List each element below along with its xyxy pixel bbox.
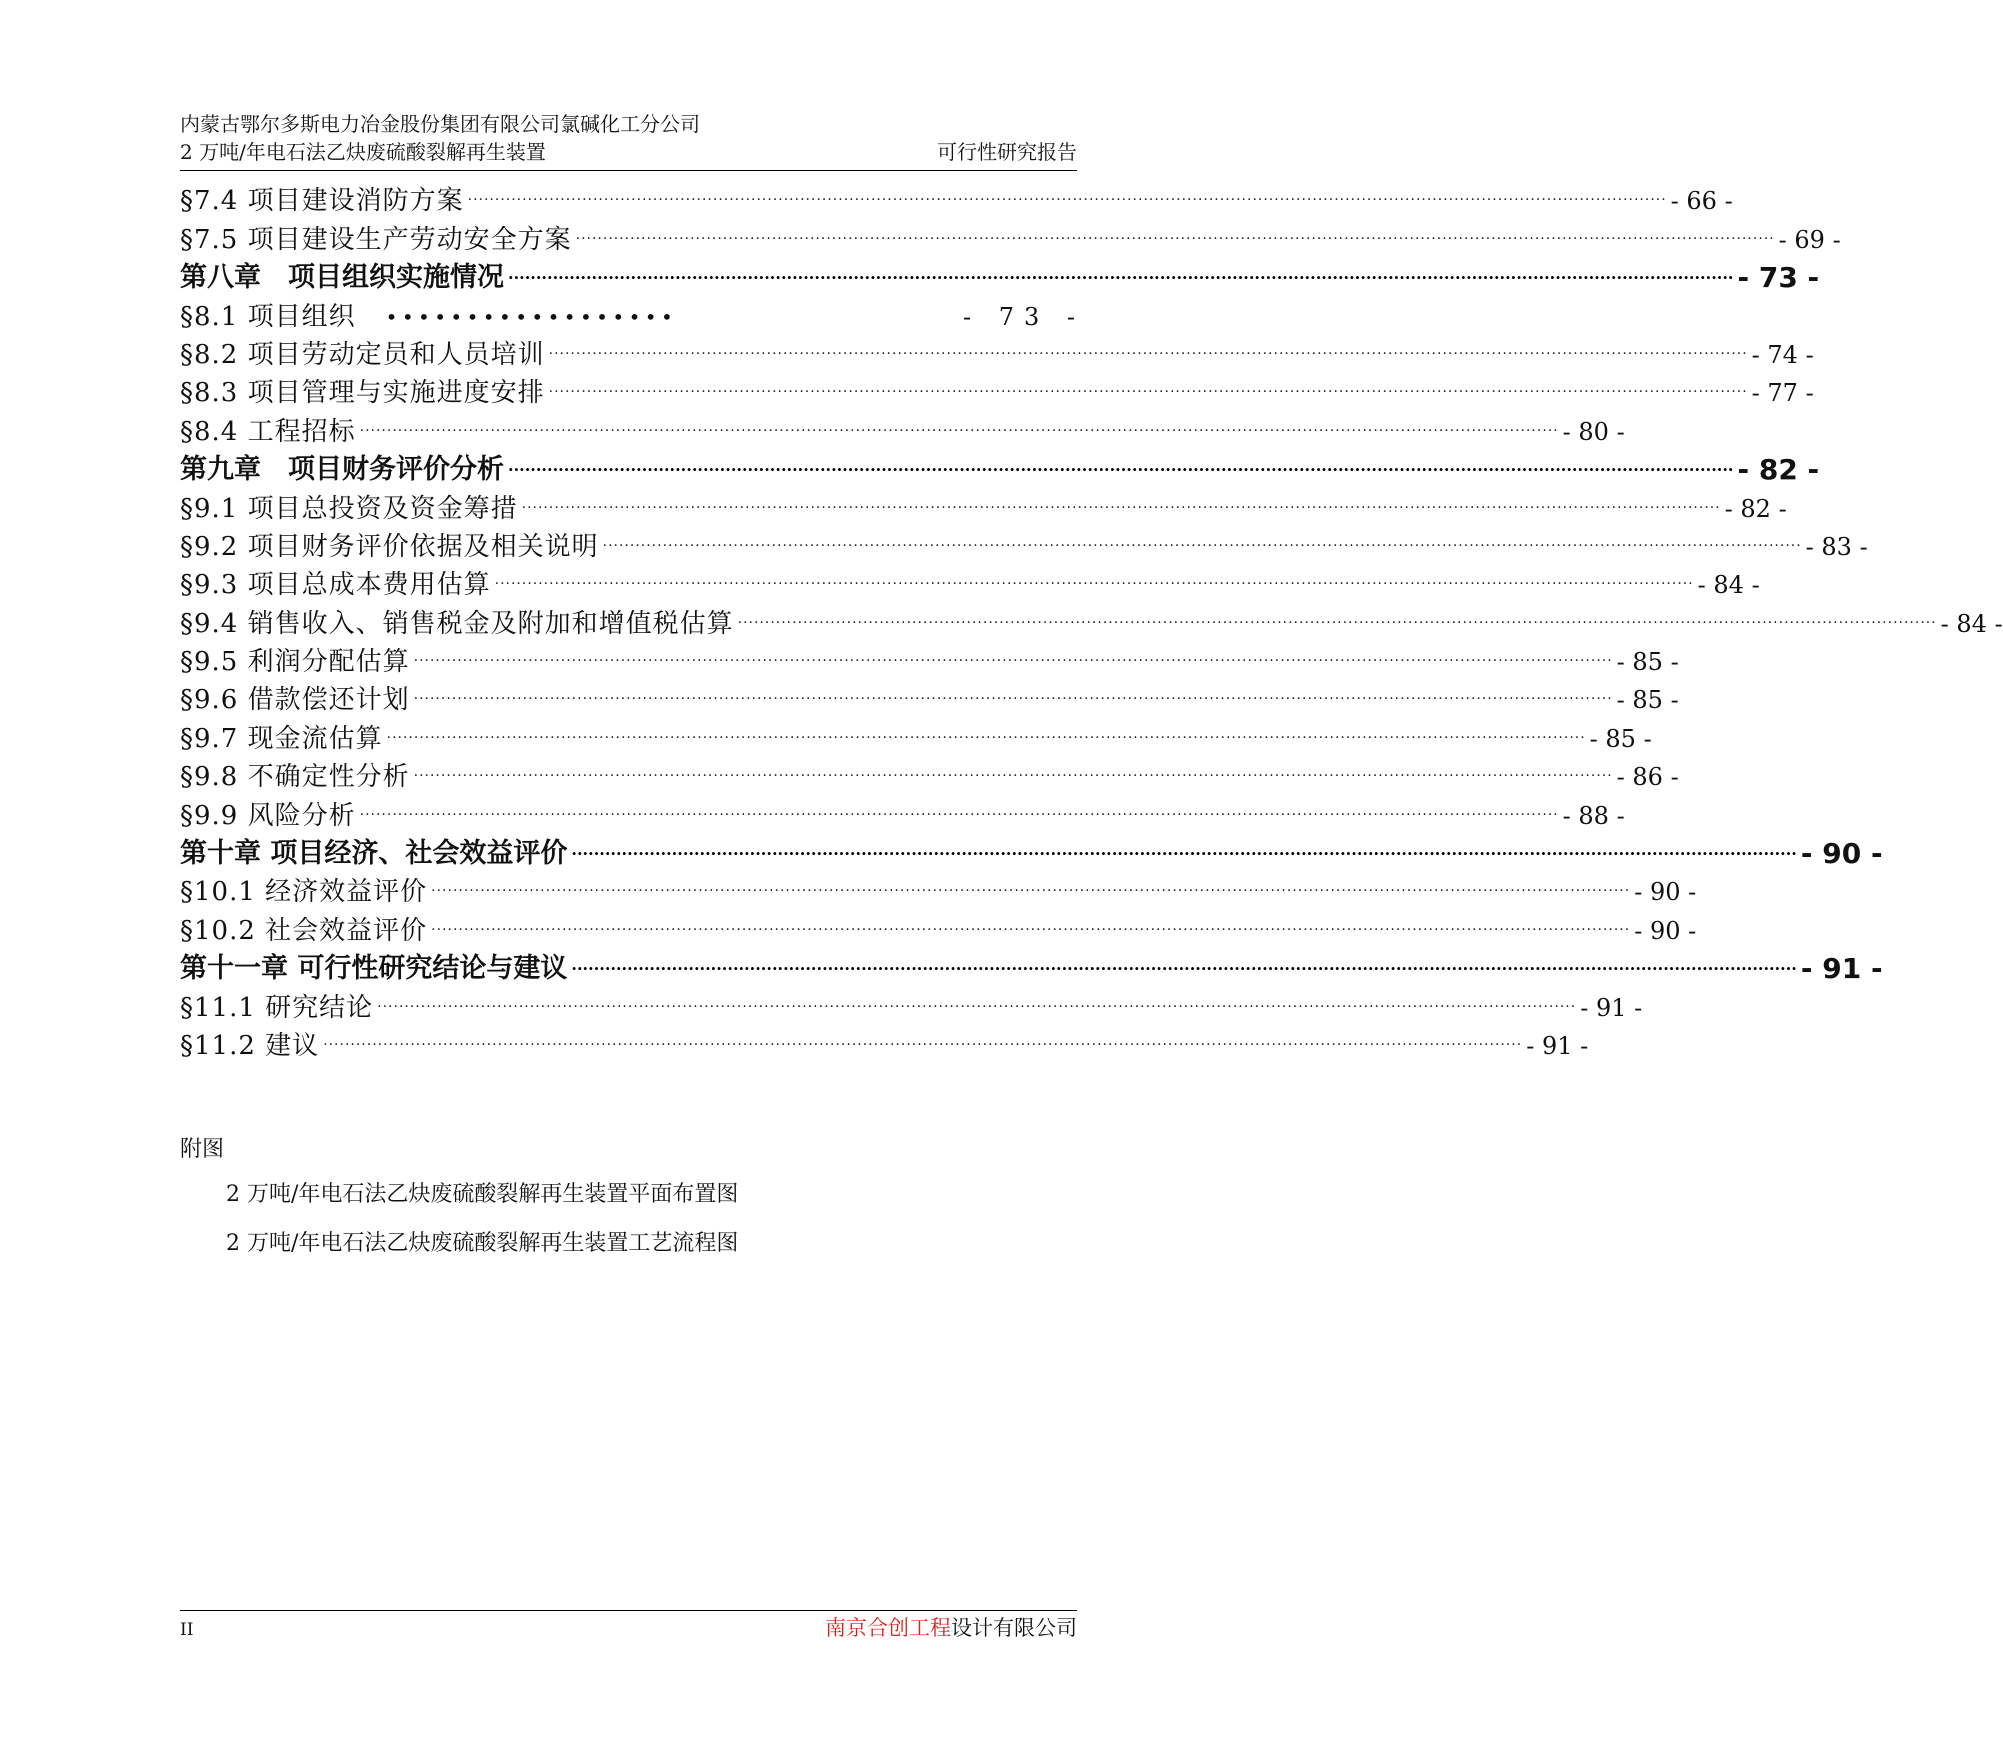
toc-entry[interactable] — [180, 1025, 1589, 1063]
toc-entry-page: - 91 - — [1526, 1031, 1589, 1060]
footer-rule — [180, 1610, 1077, 1611]
toc-leader-dots: ···························································································································································································································· — [575, 230, 1775, 247]
header-doc-type: 可行性研究报告 — [937, 140, 1077, 164]
toc-entry[interactable] — [180, 679, 1679, 717]
toc-entry-page: - 84 - — [1697, 571, 1760, 600]
toc-entry[interactable] — [180, 641, 1679, 679]
header-rule — [180, 170, 1077, 171]
toc-entry[interactable] — [180, 487, 1787, 525]
toc-entry-label: §7.5 项目建设生产劳动安全方案 — [180, 224, 572, 255]
toc-entry-label: §9.8 不确定性分析 — [180, 762, 410, 793]
toc-leader-dots: ···························································································································································································································· — [323, 1036, 1523, 1053]
toc-entry[interactable] — [180, 717, 1652, 755]
toc-entry[interactable] — [180, 986, 1643, 1024]
toc-entry[interactable] — [180, 410, 1625, 448]
toc-entry-page: - 91 - — [1580, 993, 1643, 1022]
toc-leader-dots: ···························································································································································································································· — [521, 499, 1721, 516]
toc-leader-dots: ···························································································································································································································· — [602, 537, 1802, 554]
toc-entry-label: §10.1 经济效益评价 — [180, 877, 428, 908]
toc-leader-dots: ···························································································································································································································· — [508, 460, 1734, 480]
toc-leader-dots: ···························································································································································································································· — [467, 192, 1667, 209]
toc-entry-page: - 85 - — [1616, 686, 1679, 715]
footer-company-red: 南京合创工程 — [825, 1616, 951, 1640]
table-of-contents — [180, 180, 2003, 1063]
toc-entry[interactable] — [180, 602, 2003, 640]
toc-entry-page: - 85 - — [1589, 724, 1652, 753]
toc-leader-dots: ···························································································································································································································· — [431, 921, 1631, 938]
header-project-title: 2 万吨/年电石法乙炔废硫酸裂解再生装置 — [180, 140, 546, 164]
toc-entry-label: §9.6 借款偿还计划 — [180, 685, 410, 716]
footer-company — [825, 1614, 1077, 1642]
toc-entry-page: - 66 - — [1670, 187, 1733, 216]
appendix-figure-item[interactable]: 2 万吨/年电石法乙炔废硫酸裂解再生装置平面布置图 — [226, 1182, 739, 1207]
toc-entry-label: §8.4 工程招标 — [180, 416, 356, 447]
toc-leader-dots: ···························································································································································································································· — [359, 806, 1559, 823]
footer-page-number: II — [180, 1620, 194, 1640]
toc-chapter-page: - 82 - — [1737, 453, 1820, 487]
toc-leader-dots: ···························································································································································································································· — [413, 691, 1613, 708]
toc-chapter-page: - 73 - — [1737, 261, 1820, 295]
toc-leader-dots: ···························································································································································································································· — [548, 384, 1748, 401]
toc-entry-page: - 86 - — [1616, 763, 1679, 792]
toc-entry-page: - 88 - — [1562, 801, 1625, 830]
toc-chapter-entry[interactable] — [180, 449, 1820, 487]
toc-entry-label: §8.3 项目管理与实施进度安排 — [180, 378, 545, 409]
toc-leader-dots: ···························································································································································································································· — [571, 959, 1797, 979]
toc-leader-dots: ···························································································································································································································· — [377, 998, 1577, 1015]
header-line-2 — [180, 138, 1077, 166]
toc-leader-dots: ···························································································································································································································· — [494, 576, 1694, 593]
toc-entry[interactable] — [180, 564, 1760, 602]
toc-entry-page: - 84 - — [1940, 609, 2003, 638]
toc-entry-page: - 82 - — [1724, 494, 1787, 523]
toc-chapter-page: - 90 - — [1800, 837, 1883, 871]
toc-entry-page: - 90 - — [1634, 916, 1697, 945]
toc-entry-label: §9.9 风险分析 — [180, 800, 356, 831]
toc-entry-label: §10.2 社会效益评价 — [180, 915, 428, 946]
toc-entry[interactable] — [180, 180, 1733, 218]
toc-entry-page: - 83 - — [1805, 532, 1868, 561]
toc-entry[interactable] — [180, 871, 1697, 909]
toc-chapter-page: - 91 - — [1800, 952, 1883, 986]
toc-leader-dots: ···························································································································································································································· — [508, 268, 1734, 288]
toc-chapter-entry[interactable] — [180, 257, 1820, 295]
toc-entry-page: - 69 - — [1778, 225, 1841, 254]
toc-leader-dots: ···························································································································································································································· — [386, 729, 1586, 746]
toc-entry-label: §8.2 项目劳动定员和人员培训 — [180, 339, 545, 370]
toc-entry-label: §9.3 项目总成本费用估算 — [180, 570, 491, 601]
toc-chapter-entry[interactable] — [180, 833, 1883, 871]
toc-chapter-label: 第十章 项目经济、社会效益评价 — [180, 838, 568, 870]
toc-entry-label: §9.5 利润分配估算 — [180, 647, 410, 678]
toc-leader-dots: ···························································································································································································································· — [571, 844, 1797, 864]
toc-entry[interactable] — [180, 295, 1085, 333]
toc-entry-label: §11.2 建议 — [180, 1030, 320, 1061]
toc-entry[interactable] — [180, 334, 1814, 372]
toc-leader-dots: ···························································································································································································································· — [548, 345, 1748, 362]
toc-entry[interactable] — [180, 794, 1625, 832]
appendix-title: 附图 — [180, 1137, 225, 1162]
appendix-figure-item[interactable]: 2 万吨/年电石法乙炔废硫酸裂解再生装置工艺流程图 — [226, 1231, 739, 1256]
toc-entry-label: §9.2 项目财务评价依据及相关说明 — [180, 531, 599, 562]
toc-entry-label: §9.1 项目总投资及资金筹措 — [180, 493, 518, 524]
toc-leader-dots: ···························································································································································································································· — [431, 883, 1631, 900]
footer-company-rest: 设计有限公司 — [951, 1616, 1077, 1640]
toc-entry-page: - 80 - — [1562, 417, 1625, 446]
toc-chapter-label: 第十一章 可行性研究结论与建议 — [180, 953, 568, 985]
toc-leader-dots: ···························································································································································································································· — [413, 653, 1613, 670]
toc-entry[interactable] — [180, 526, 1868, 564]
toc-leader-dots: ···························································································································································································································· — [359, 422, 1559, 439]
toc-entry-page: - 73 - — [962, 302, 1085, 331]
toc-entry-label: §9.7 现金流估算 — [180, 723, 383, 754]
toc-leader-dots: ···························································································································································································································· — [413, 768, 1613, 785]
toc-entry-label: §8.1 项目组织 — [180, 301, 356, 332]
toc-entry[interactable] — [180, 372, 1814, 410]
toc-entry[interactable] — [180, 218, 1841, 256]
header-company: 内蒙古鄂尔多斯电力冶金股份集团有限公司氯碱化工分公司 — [180, 112, 700, 136]
toc-chapter-label: 第八章 项目组织实施情况 — [180, 262, 504, 294]
toc-entry-label: §11.1 研究结论 — [180, 992, 374, 1023]
toc-entry[interactable] — [180, 909, 1697, 947]
toc-entry-label: §9.4 销售收入、销售税金及附加和增值税估算 — [180, 608, 734, 639]
toc-entry-page: - 85 - — [1616, 648, 1679, 677]
toc-entry-label: §7.4 项目建设消防方案 — [180, 186, 464, 217]
toc-leader-dots: ···························································································································································································································· — [737, 614, 1937, 631]
toc-chapter-entry[interactable] — [180, 948, 1883, 986]
toc-entry[interactable] — [180, 756, 1679, 794]
toc-bullet-leader: •••••••••••••••••• — [385, 304, 678, 329]
toc-chapter-label: 第九章 项目财务评价分析 — [180, 454, 504, 486]
toc-entry-page: - 74 - — [1751, 340, 1814, 369]
toc-entry-page: - 90 - — [1634, 878, 1697, 907]
toc-entry-page: - 77 - — [1751, 379, 1814, 408]
